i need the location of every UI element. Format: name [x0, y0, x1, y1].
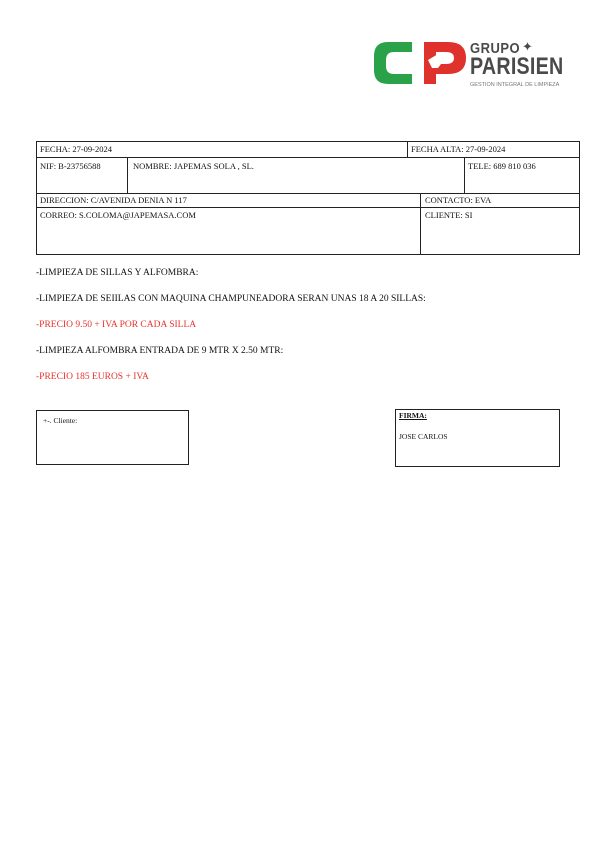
correo-text: CORREO: S.COLOMA@JAPEMASA.COM [40, 210, 196, 220]
direccion-cell [36, 193, 421, 208]
logo-mark-icon [372, 38, 468, 86]
tele-text: TELE: 689 810 036 [468, 161, 536, 171]
firma-signature-box [395, 409, 560, 467]
price-line-carpet: -PRECIO 185 EUROS + IVA [36, 372, 149, 382]
fecha-alta-text: FECHA ALTA: 27-09-2024 [411, 144, 506, 154]
service-line-carpet: -LIMPIEZA ALFOMBRA ENTRADA DE 9 MTR X 2.50 MTR: [36, 346, 284, 356]
nif-text: NIF: B-23756588 [40, 161, 101, 171]
firma-name: JOSE CARLOS [399, 432, 448, 441]
nif-cell [36, 157, 128, 194]
company-logo [372, 38, 564, 88]
correo-cell [36, 207, 421, 255]
contacto-cell [420, 193, 580, 208]
direccion-text: DIRECCION: C/AVENIDA DENIA N 117 [40, 195, 187, 205]
sparkle-icon: ✦ [522, 39, 533, 54]
tele-cell [464, 157, 580, 194]
logo-tagline: GESTION INTEGRAL DE LIMPIEZA [470, 82, 560, 88]
service-line-1: -LIMPIEZA DE SILLAS Y ALFOMBRA: [36, 268, 199, 278]
price-line-chairs: -PRECIO 9.50 + IVA POR CADA SILLA [36, 320, 197, 330]
cliente-text: CLIENTE: SI [425, 210, 473, 220]
fecha-alta-cell [407, 141, 580, 158]
nombre-cell [127, 157, 465, 194]
fecha-cell [36, 141, 408, 158]
logo-grupo-text: GRUPO [470, 40, 521, 57]
logo-brand-text: PARISIEN [470, 53, 564, 80]
nombre-text: NOMBRE: JAPEMAS SOLA , SL. [133, 161, 254, 171]
fecha-text: FECHA: 27-09-2024 [40, 144, 113, 154]
firma-label: FIRMA: [399, 411, 427, 420]
contacto-text: CONTACTO: EVA [425, 195, 492, 205]
client-signature-label: +-. Cliente: [43, 416, 78, 425]
service-line-2: -LIMPIEZA DE SEIILAS CON MAQUINA CHAMPUNEADORA SERAN UNAS 18 A 20 SILLAS: [36, 294, 426, 304]
client-signature-box [36, 410, 189, 465]
cliente-cell [420, 207, 580, 255]
